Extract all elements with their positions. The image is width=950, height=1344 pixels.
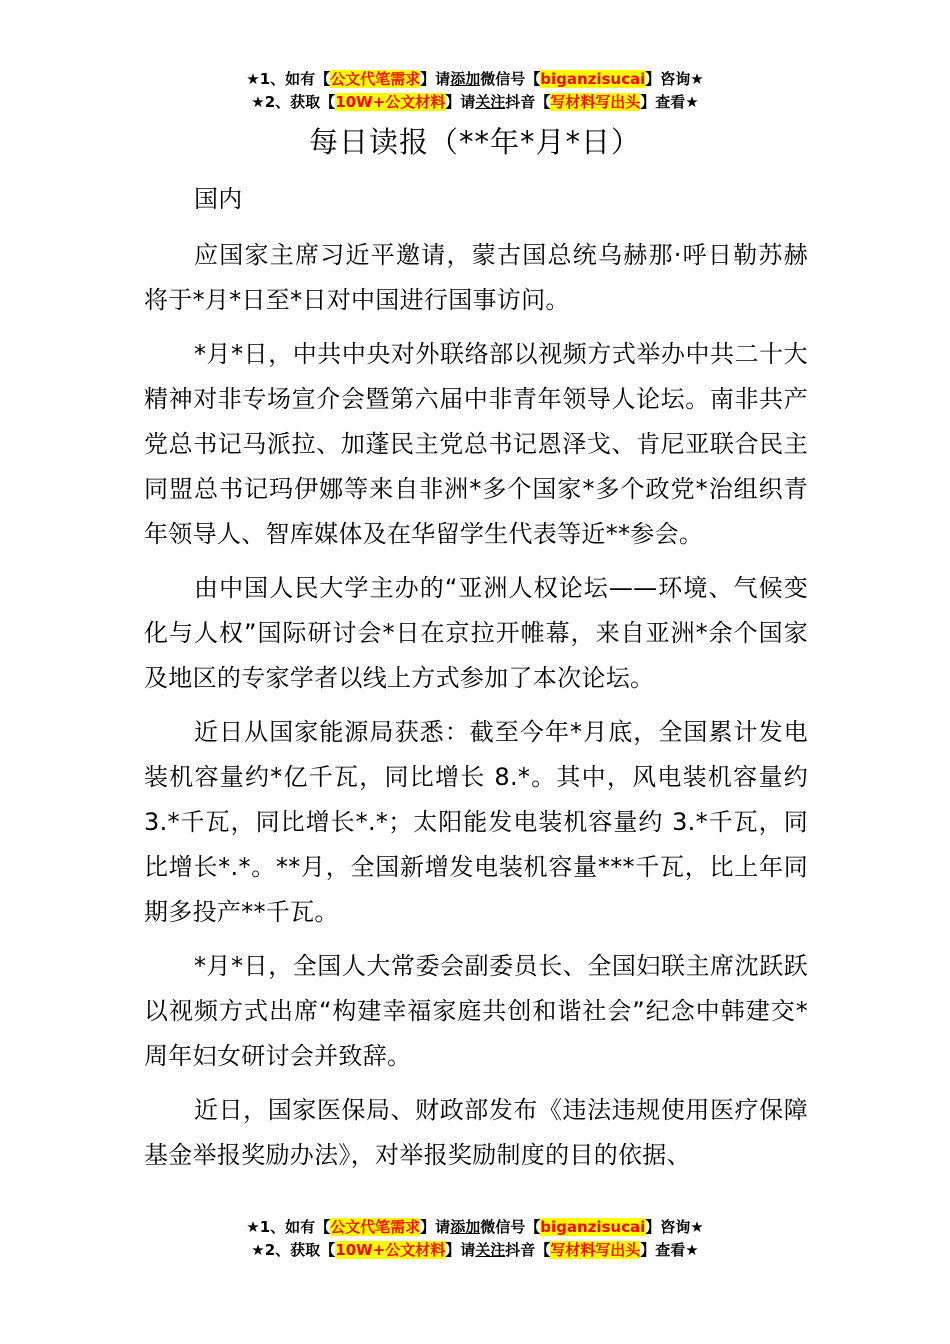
paragraph: 应国家主席习近平邀请，蒙古国总统乌赫那·呼日勒苏赫将于*月*日至*日对中国进行国事访问。	[144, 241, 808, 314]
underline-add: 添加	[450, 1218, 481, 1236]
document-body	[144, 177, 808, 1187]
promo-line-1: ★1、如有【公文代笔需求】请添加微信号【biganzisucai】咨询★	[246, 70, 704, 88]
underline-add: 添加	[450, 70, 481, 88]
promo-line-2: ★2、获取【10W+公文材料】请关注抖音【写材料写出头】查看★	[251, 93, 699, 111]
underline-follow: 关注	[475, 93, 506, 111]
section-heading: 国内	[194, 185, 243, 213]
paragraph: 由中国人民大学主办的“亚洲人权论坛——环境、气候变化与人权”国际研讨会*日在京拉开帷幕，来自亚洲*余个国家及地区的专家学者以线上方式参加了本次论坛。	[144, 574, 808, 692]
promo-banner-bottom	[0, 1216, 950, 1262]
promo-banner-top	[0, 68, 950, 114]
highlight-wechat-id: biganzisucai	[540, 70, 646, 88]
highlight-douyin-id: 写材料写出头	[550, 1241, 641, 1259]
paragraph: 近日从国家能源局获悉：截至今年*月底，全国累计发电装机容量约*亿千瓦，同比增长 8.*。其中，风电装机容量约 3.*千瓦，同比增长*.*；太阳能发电装机容量约 3.*千瓦，同比增长*.*。**月，全国新增发电装机容量***千瓦，比上年同期多投产**千瓦。	[144, 718, 808, 926]
paragraph: 近日，国家医保局、财政部发布《违法违规使用医疗保障基金举报奖励办法》，对举报奖励制度的目的依据、	[144, 1096, 808, 1169]
highlight-materials: 10W+公文材料	[335, 93, 446, 111]
highlight-materials: 10W+公文材料	[335, 1241, 446, 1259]
promo-line-2: ★2、获取【10W+公文材料】请关注抖音【写材料写出头】查看★	[251, 1241, 699, 1259]
paragraph: *月*日，中共中央对外联络部以视频方式举办中共二十大精神对非专场宣介会暨第六届中非青年领导人论坛。南非共产党总书记马派拉、加蓬民主党总书记恩泽戈、肯尼亚联合民主同盟总书记玛伊娜等来自非洲*多个国家*多个政党*治组织青年领导人、智库媒体及在华留学生代表等近**参会。	[144, 340, 808, 548]
highlight-wechat-id: biganzisucai	[540, 1218, 646, 1236]
underline-follow: 关注	[475, 1241, 506, 1259]
highlight-service: 公文代笔需求	[330, 1218, 421, 1236]
document-title: 每日读报（**年*月*日）	[308, 125, 641, 159]
promo-line-1: ★1、如有【公文代笔需求】请添加微信号【biganzisucai】咨询★	[246, 1218, 704, 1236]
highlight-service: 公文代笔需求	[330, 70, 421, 88]
highlight-douyin-id: 写材料写出头	[550, 93, 641, 111]
paragraph: *月*日，全国人大常委会副委员长、全国妇联主席沈跃跃以视频方式出席“构建幸福家庭共创和谐社会”纪念中韩建交*周年妇女研讨会并致辞。	[144, 952, 808, 1070]
